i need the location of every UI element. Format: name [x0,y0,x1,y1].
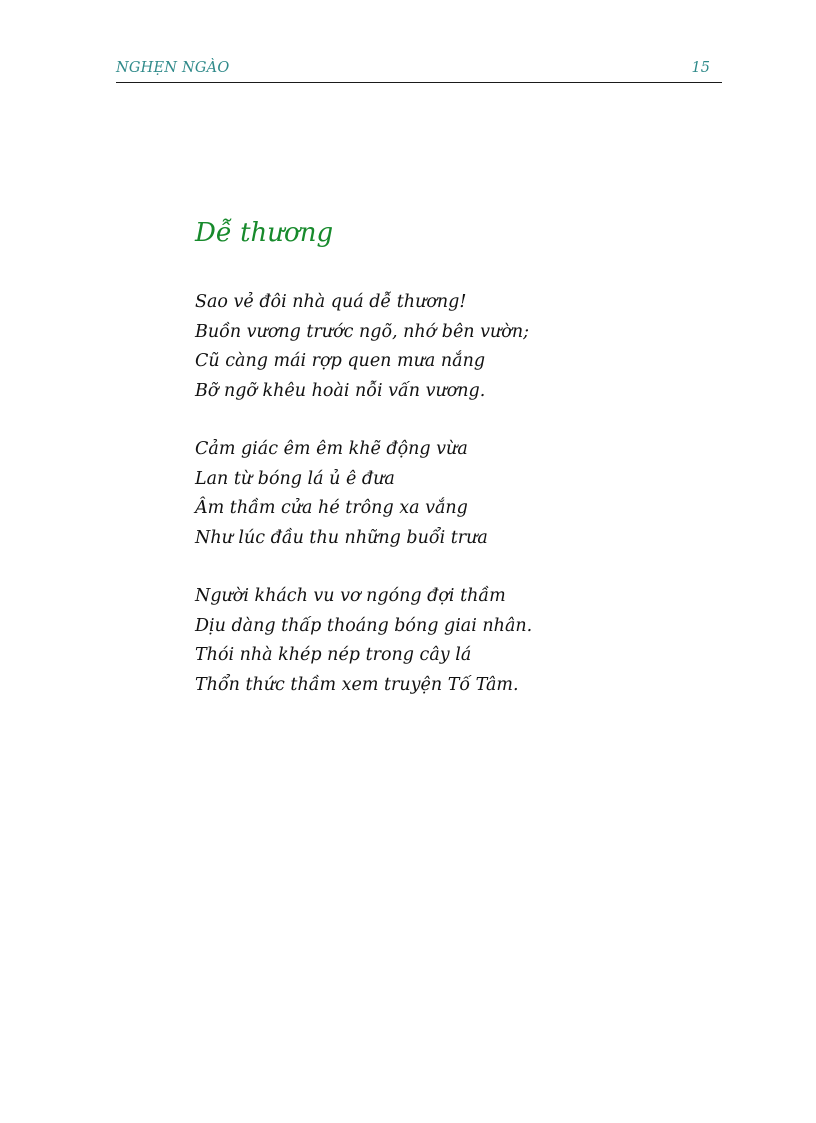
running-header [116,58,722,83]
page-number: 15 [691,60,710,76]
verse-line: Sao vẻ đôi nhà quá dễ thương! [195,292,467,312]
poem [195,216,715,700]
verse-line: Dịu dàng thấp thoáng bóng giai nhân. [195,615,533,636]
poem-title: Dễ thương [195,218,334,248]
verse-line: Âm thầm cửa hé trông xa vắng [195,498,468,518]
verse-line: Như lúc đầu thu những buổi trưa [195,527,488,548]
stanza-3 [195,582,715,700]
stanza-2 [195,435,715,553]
verse-line: Cảm giác êm êm khẽ động vừa [195,439,468,459]
verse-line: Bỡ ngỡ khêu hoài nỗi vấn vương. [195,380,486,401]
verse-line: Thổn thức thầm xem truyện Tố Tâm. [195,674,519,695]
verse-line: Cũ càng mái rợp quen mưa nắng [195,351,486,371]
verse-line: Người khách vu vơ ngóng đợi thầm [195,586,506,606]
verse-line: Buồn vương trước ngõ, nhớ bên vườn; [195,321,529,342]
verse-line: Thói nhà khép nép trong cây lá [195,645,472,665]
running-header-title: NGHẸN NGÀO [116,60,230,76]
stanza-1 [195,288,715,406]
verse-line: Lan từ bóng lá ủ ê đưa [195,468,395,489]
